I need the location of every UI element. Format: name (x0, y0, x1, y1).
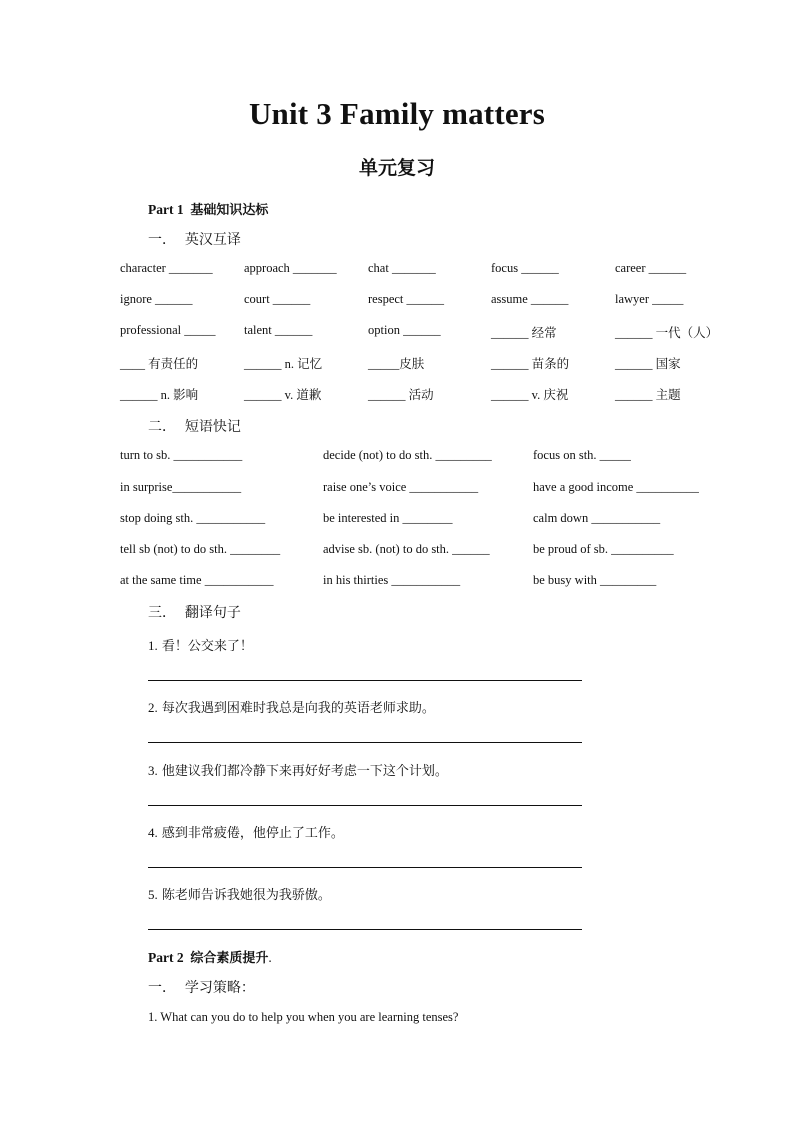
vocab-item: approach _______ (244, 261, 337, 275)
vocab-item: option ______ (368, 323, 441, 337)
vocab-item: chat _______ (368, 261, 436, 275)
section-1-heading (148, 229, 241, 249)
part1-label: Part 1 (148, 202, 184, 217)
vocab-item: ______ 国家 (615, 357, 681, 371)
phrase-item: tell sb (not) to do sth. ________ (120, 542, 281, 556)
section-2-label: 二． (148, 419, 176, 435)
phrase-item: stop doing sth. ___________ (120, 511, 266, 525)
vocab-item: talent ______ (244, 323, 313, 337)
vocab-item: _____皮肤 (368, 357, 425, 371)
vocab-item: ______ 一代（人） (615, 326, 719, 340)
vocab-item: ______ 经常 (491, 326, 557, 340)
answer-line[interactable] (148, 805, 582, 806)
phrase-item: calm down ___________ (533, 511, 661, 525)
question-1: 1. What can you do to help you when you are learning tenses? (148, 1010, 459, 1024)
phrase-item: advise sb. (not) to do sth. ______ (323, 542, 490, 556)
sentence-2: 2. 每次我遇到困难时我总是向我的英语老师求助。 (148, 700, 435, 716)
part1-heading (148, 199, 268, 218)
vocab-item: respect ______ (368, 292, 445, 306)
part1-title: 基础知识达标 (190, 203, 269, 218)
vocab-item: focus ______ (491, 261, 559, 275)
phrase-item: raise one’s voice ___________ (323, 480, 479, 494)
vocab-item: ______ 苗条的 (491, 357, 570, 371)
part2-suffix: . (268, 950, 272, 965)
phrase-item: have a good income __________ (533, 480, 699, 494)
part2-section-1-heading (148, 977, 255, 997)
phrase-item: in his thirties ___________ (323, 573, 461, 587)
section-3-title: 翻译句子 (184, 605, 241, 621)
part2-label: Part 2 (148, 950, 184, 965)
section-1-label: 一． (148, 232, 176, 248)
vocab-item: ignore ______ (120, 292, 193, 306)
part2-section-title: 学习策略： (184, 980, 255, 996)
vocab-item: ______ v. 道歉 (244, 388, 322, 402)
sentence-5: 5. 陈老师告诉我她很为我骄傲。 (148, 887, 331, 903)
phrase-item: in surprise___________ (120, 480, 242, 494)
phrase-item: at the same time ___________ (120, 573, 274, 587)
vocab-item: character _______ (120, 261, 213, 275)
answer-line[interactable] (148, 929, 582, 930)
answer-line[interactable] (148, 680, 582, 681)
section-3-heading (148, 602, 241, 622)
phrase-item: be busy with _________ (533, 573, 657, 587)
vocab-item: career ______ (615, 261, 687, 275)
part2-heading (148, 947, 272, 966)
phrase-item: turn to sb. ___________ (120, 448, 243, 462)
page-subtitle: 单元复习 (358, 157, 435, 179)
vocab-item: court ______ (244, 292, 311, 306)
section-1-title: 英汉互译 (184, 232, 241, 248)
vocab-item: professional _____ (120, 323, 216, 337)
section-2-heading (148, 416, 241, 436)
section-2-title: 短语快记 (184, 419, 241, 435)
vocab-item: ______ 主题 (615, 388, 681, 402)
phrase-item: decide (not) to do sth. _________ (323, 448, 492, 462)
sentence-4: 4. 感到非常疲倦，他停止了工作。 (148, 825, 344, 841)
vocab-item: ______ 活动 (368, 388, 434, 402)
phrase-item: focus on sth. _____ (533, 448, 631, 462)
vocab-item: ______ v. 庆祝 (491, 388, 569, 402)
sentence-3: 3. 他建议我们都冷静下来再好好考虑一下这个计划。 (148, 763, 448, 779)
section-3-label: 三． (148, 605, 176, 621)
vocab-item: ____ 有责任的 (120, 357, 199, 371)
answer-line[interactable] (148, 742, 582, 743)
phrase-item: be proud of sb. __________ (533, 542, 674, 556)
phrase-item: be interested in ________ (323, 511, 453, 525)
part2-section-label: 一． (148, 980, 176, 996)
page-title: Unit 3 Family matters (248, 96, 546, 131)
part2-title: 综合素质提升 (190, 951, 269, 966)
vocab-item: lawyer _____ (615, 292, 684, 306)
vocab-item: assume ______ (491, 292, 569, 306)
vocab-item: ______ n. 影响 (120, 388, 199, 402)
answer-line[interactable] (148, 867, 582, 868)
sentence-1: 1. 看！公交来了！ (148, 638, 253, 654)
vocab-item: ______ n. 记忆 (244, 357, 323, 371)
